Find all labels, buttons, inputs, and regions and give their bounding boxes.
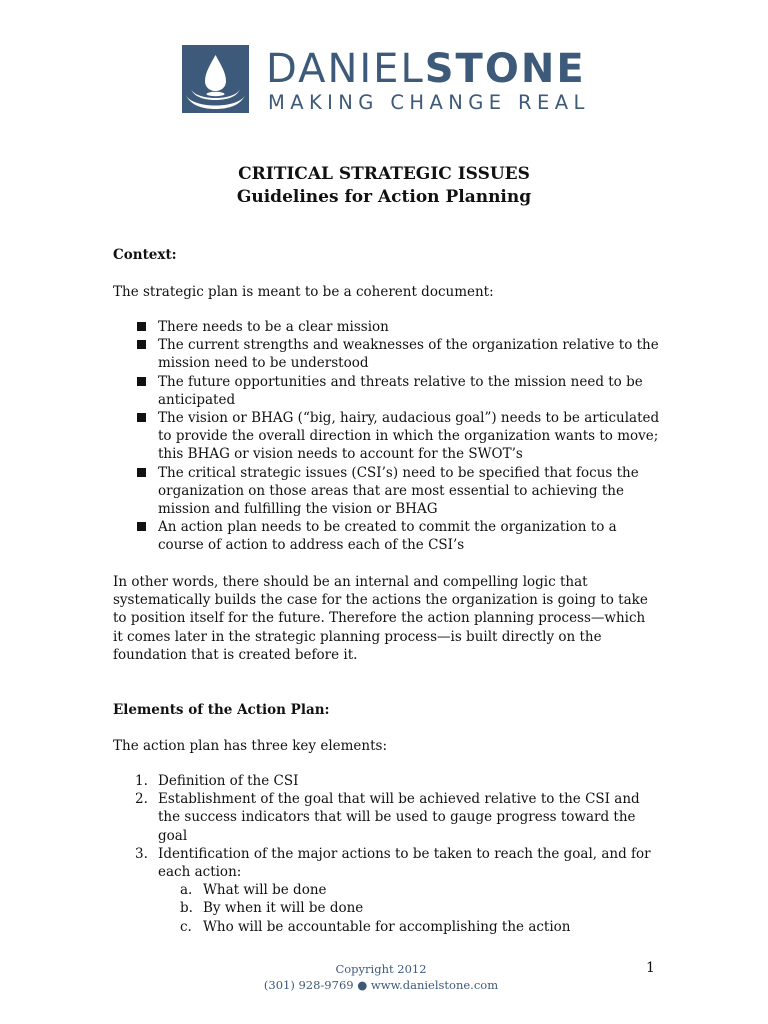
bullet-square-icon	[137, 377, 146, 386]
sublist-item-letter: c.	[180, 918, 192, 935]
brand-name-part2: STONE	[424, 46, 586, 92]
footer-contact: (301) 928-9769 ● www.danielstone.com	[263, 978, 499, 992]
sublist-item-text: What will be done	[203, 882, 327, 899]
context-summary: In other words, there should be an internal and compelling logic that systematically builds the case for the actions the organization is going to take to position itself for the future. Therefore the action planning process—which it comes later in the strategic planning process—is built directly on the foundation that is created before it.	[113, 574, 648, 663]
list-item	[131, 790, 661, 845]
list-item	[131, 373, 661, 409]
context-heading: Context:	[113, 247, 177, 263]
brand-name-part1: DANIEL	[266, 46, 425, 92]
list-item-text: There needs to be a clear mission	[158, 319, 389, 335]
list-item	[131, 318, 661, 336]
list-item-text: An action plan needs to be created to commit the organization to a course of action to address each of the CSI’s	[158, 519, 617, 554]
sublist-item-text: Who will be accountable for accomplishing the action	[203, 918, 571, 935]
list-item	[131, 845, 661, 936]
list-item-text: The vision or BHAG (“big, hairy, audacious goal”) needs to be articulated to provide the overall direction in which the organization wants to move; this BHAG or vision needs to account for the SWOT’s	[158, 410, 660, 463]
context-bullet-list	[131, 318, 661, 555]
list-item-text: Definition of the CSI	[158, 773, 299, 789]
list-item-text: The future opportunities and threats relative to the mission need to be anticipated	[158, 373, 643, 408]
list-item-text: Identification of the major actions to be taken to reach the goal, and for each action:	[158, 845, 651, 881]
bullet-square-icon	[137, 340, 146, 349]
elements-numbered-list	[131, 772, 661, 936]
bullet-square-icon	[137, 468, 146, 477]
sublist-item	[180, 881, 661, 899]
bullet-square-icon	[137, 413, 146, 422]
brand-tagline: MAKING CHANGE REAL	[268, 91, 590, 114]
water-drop-icon	[182, 45, 249, 113]
list-item	[131, 772, 661, 790]
list-item	[131, 336, 661, 372]
sublist-item-letter: a.	[180, 882, 193, 899]
list-item-number: 1.	[135, 773, 148, 789]
sublist-item-text: By when it will be done	[203, 900, 364, 917]
action-sublist	[158, 881, 661, 936]
company-logo	[182, 45, 602, 115]
footer-copyright: Copyright 2012	[335, 962, 427, 976]
list-item-number: 3.	[135, 845, 148, 862]
document-subtitle: Guidelines for Action Planning	[236, 187, 532, 207]
bullet-square-icon	[137, 322, 146, 331]
bullet-square-icon	[137, 522, 146, 531]
sublist-item	[180, 899, 661, 917]
elements-heading: Elements of the Action Plan:	[113, 702, 330, 718]
list-item-text: The critical strategic issues (CSI’s) need to be specified that focus the organization on those areas that are most essential to achieving the mission and fulfilling the vision or BHAG	[158, 464, 639, 518]
context-intro: The strategic plan is meant to be a coherent document:	[113, 284, 494, 300]
list-item-text: Establishment of the goal that will be achieved relative to the CSI and the success indicators that will be used to gauge progress toward the goal	[158, 791, 640, 844]
list-item	[131, 409, 661, 464]
document-title: CRITICAL STRATEGIC ISSUES	[238, 164, 530, 184]
sublist-item-letter: b.	[180, 900, 193, 917]
elements-intro: The action plan has three key elements:	[113, 738, 388, 754]
list-item	[131, 464, 661, 519]
page-number: 1	[646, 960, 655, 976]
list-item	[131, 518, 661, 554]
list-item-number: 2.	[135, 791, 148, 808]
list-item-text: The current strengths and weaknesses of the organization relative to the mission need to be understood	[158, 337, 659, 372]
sublist-item	[180, 918, 661, 936]
brand-name	[266, 47, 586, 91]
